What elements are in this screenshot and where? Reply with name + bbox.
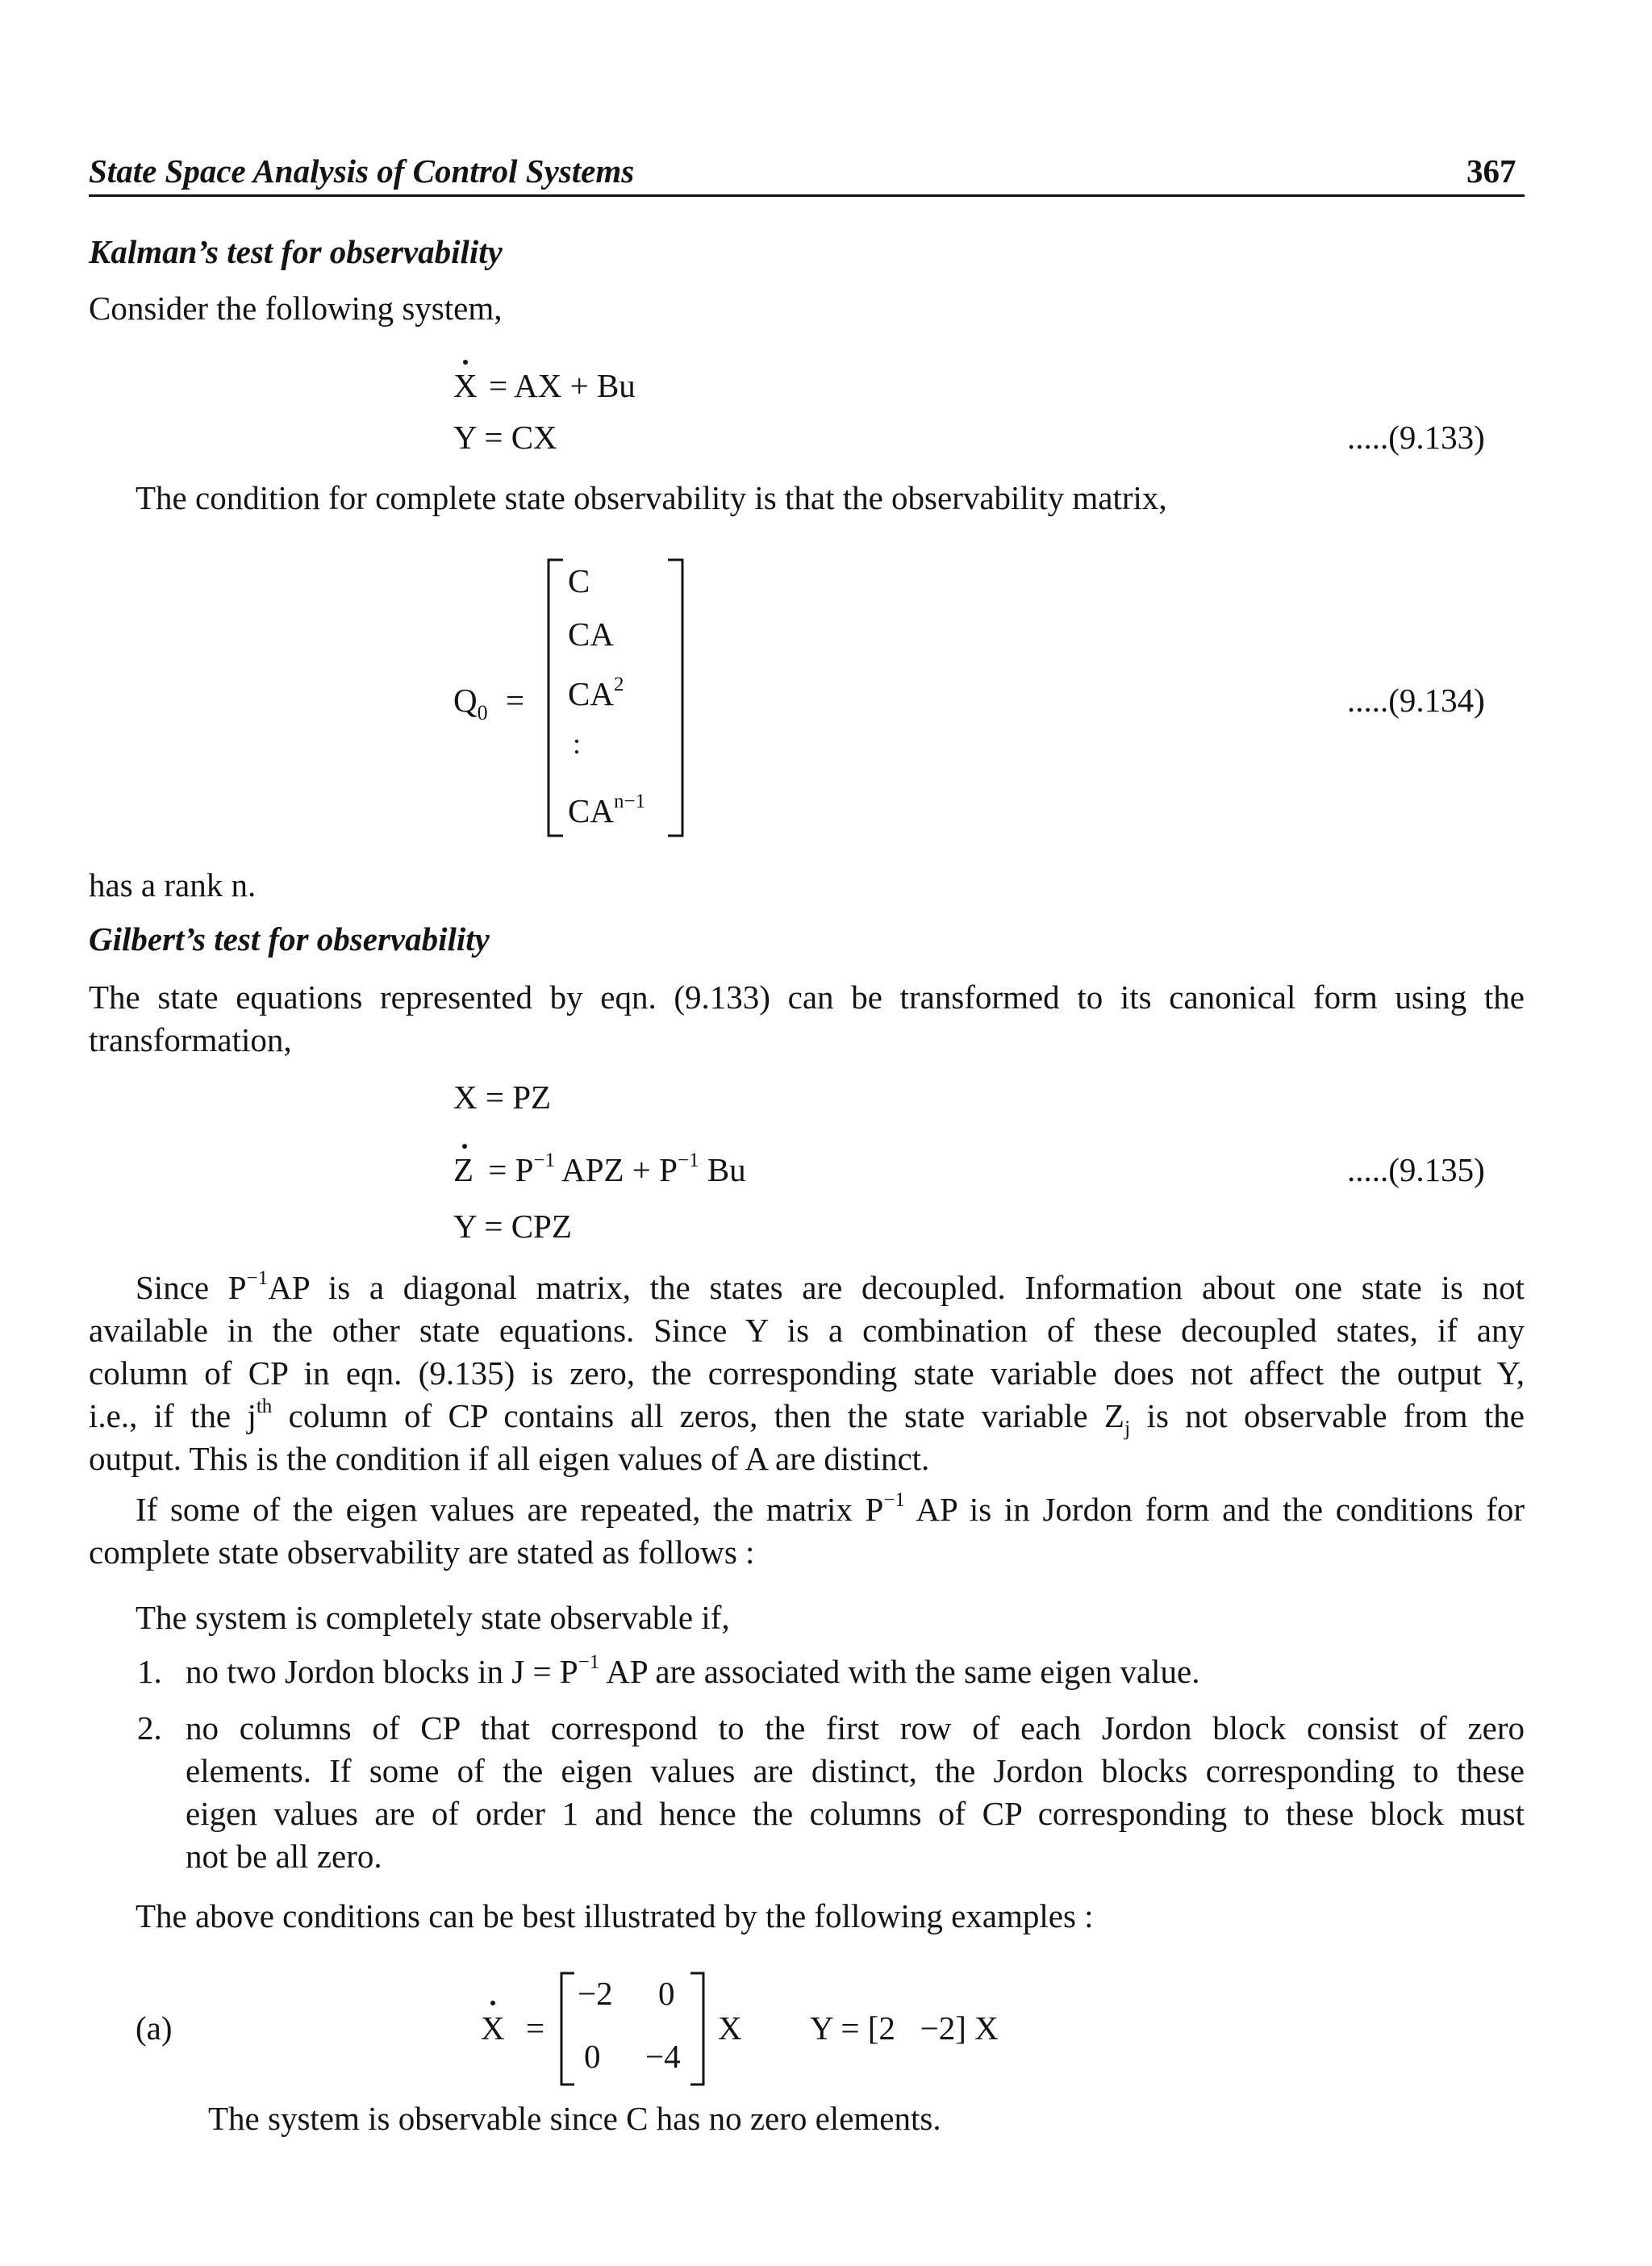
eq-ref-9-134: .....(9.134) (1347, 682, 1485, 719)
header-rule (89, 194, 1525, 197)
observability-condition: The condition for complete state observability is that the observability matrix, (136, 479, 1167, 516)
gilbert-para-4: The system is completely state observable if, (136, 1599, 730, 1636)
kalman-heading: Kalman’s test for observability (89, 233, 503, 270)
eq-ref-9-135: .....(9.135) (1347, 1151, 1485, 1188)
text-line: elements. If some of the eigen values are distinct, the Jordon blocks corresponding to these (186, 1752, 1525, 1789)
text-line: column of CP in eqn. (9.135) is zero, the corresponding state variable does not affect the output Y, (89, 1354, 1525, 1392)
list-item-2-text (186, 1707, 1525, 1878)
matrix-right-bracket (663, 557, 687, 839)
example-a-conclusion: The system is observable since C has no zero elements. (208, 2100, 941, 2137)
page-number: 367 (1466, 152, 1516, 190)
text-line: available in the other state equations. Since Y is a combination of these decoupled states, if any (89, 1312, 1525, 1349)
example-a-xdot: X (481, 2009, 505, 2047)
matrix-left-bracket (544, 557, 568, 839)
text-line: output. This is the condition if all eigen values of A are distinct. (89, 1440, 930, 1477)
xdot-dot (463, 360, 468, 365)
kalman-intro: Consider the following system, (89, 290, 503, 327)
eq-ref-9-133: .....(9.133) (1347, 419, 1485, 456)
eq-y-cx: Y = CX (453, 419, 557, 456)
matrix-row-dots: : (573, 728, 582, 760)
gilbert-para-2 (89, 1267, 1525, 1480)
matrix-row-1: C (568, 562, 590, 599)
example-a-output-eq: Y = [2 −2] X (810, 2009, 999, 2047)
list-item-2-number: 2. (137, 1709, 162, 1746)
example-a-matrix-cell: 0 (584, 2038, 601, 2075)
gilbert-heading: Gilbert’s test for observability (89, 920, 490, 958)
matrix-label: $Q_0$ = (453, 682, 524, 724)
gilbert-para-3 (89, 1488, 1525, 1574)
text-line: transformation, (89, 1021, 292, 1058)
matrix-row-3: $CA^2$ (568, 674, 624, 712)
example-a-matrix-cell: −2 (578, 1975, 613, 2012)
example-a-left-bracket (557, 1970, 578, 2088)
eq-y-cpz: Y = CPZ (453, 1208, 572, 1245)
text-line: eigen values are of order 1 and hence the columns of CP corresponding to these block must (186, 1795, 1525, 1832)
example-a-equals: = (526, 2009, 545, 2047)
zdot-dot (462, 1144, 467, 1149)
example-a-xdot-dot (490, 2001, 495, 2005)
eq-xdot-rhs: = AX + Bu (489, 367, 636, 404)
text-line: not be all zero. (186, 1838, 382, 1875)
matrix-row-5: $CA^{n-1}$ (568, 791, 646, 829)
list-item-1-number: 1. (137, 1653, 162, 1690)
gilbert-para-1 (89, 976, 1525, 1062)
matrix-row-2: CA (568, 616, 614, 653)
text-line: i.e., if the $j^{th}$ column of CP contains all zeros, then the state variable $Z_j$ is not observable from the (89, 1396, 1525, 1440)
rank-statement: has a rank n. (89, 866, 257, 903)
example-a-right-bracket (687, 1970, 708, 2088)
example-a-after-matrix: X (718, 2009, 742, 2047)
eq-zdot: $Z = P^{-1}$ APZ + $P^{-1}$ Bu (453, 1150, 746, 1188)
eq-xdot-lhs: X (453, 367, 478, 404)
running-title: State Space Analysis of Control Systems (89, 152, 635, 190)
list-item-1-text: no two Jordon blocks in $J = P^{-1}$ AP are associated with the same eigen value. (186, 1651, 1200, 1690)
text-line: no columns of CP that correspond to the first row of each Jordon block consist of zero (186, 1709, 1525, 1746)
text-line: complete state observability are stated as follows : (89, 1534, 755, 1571)
example-a-matrix-cell: 0 (658, 1975, 675, 2012)
text-line: Since $P^{-1}AP$ is a diagonal matrix, the states are decoupled. Information about one state is not (136, 1267, 1525, 1306)
gilbert-para-5: The above conditions can be best illustrated by the following examples : (136, 1897, 1094, 1934)
text-line: If some of the eigen values are repeated, the matrix $P^{-1}$ AP is in Jordon form and the conditions for (136, 1489, 1525, 1528)
text-line: The state equations represented by eqn. (9.133) can be transformed to its canonical form using the (89, 979, 1525, 1016)
example-a-matrix-cell: −4 (645, 2038, 681, 2075)
eq-x-pz: X = PZ (453, 1079, 552, 1116)
example-a-label: (a) (136, 2009, 173, 2047)
